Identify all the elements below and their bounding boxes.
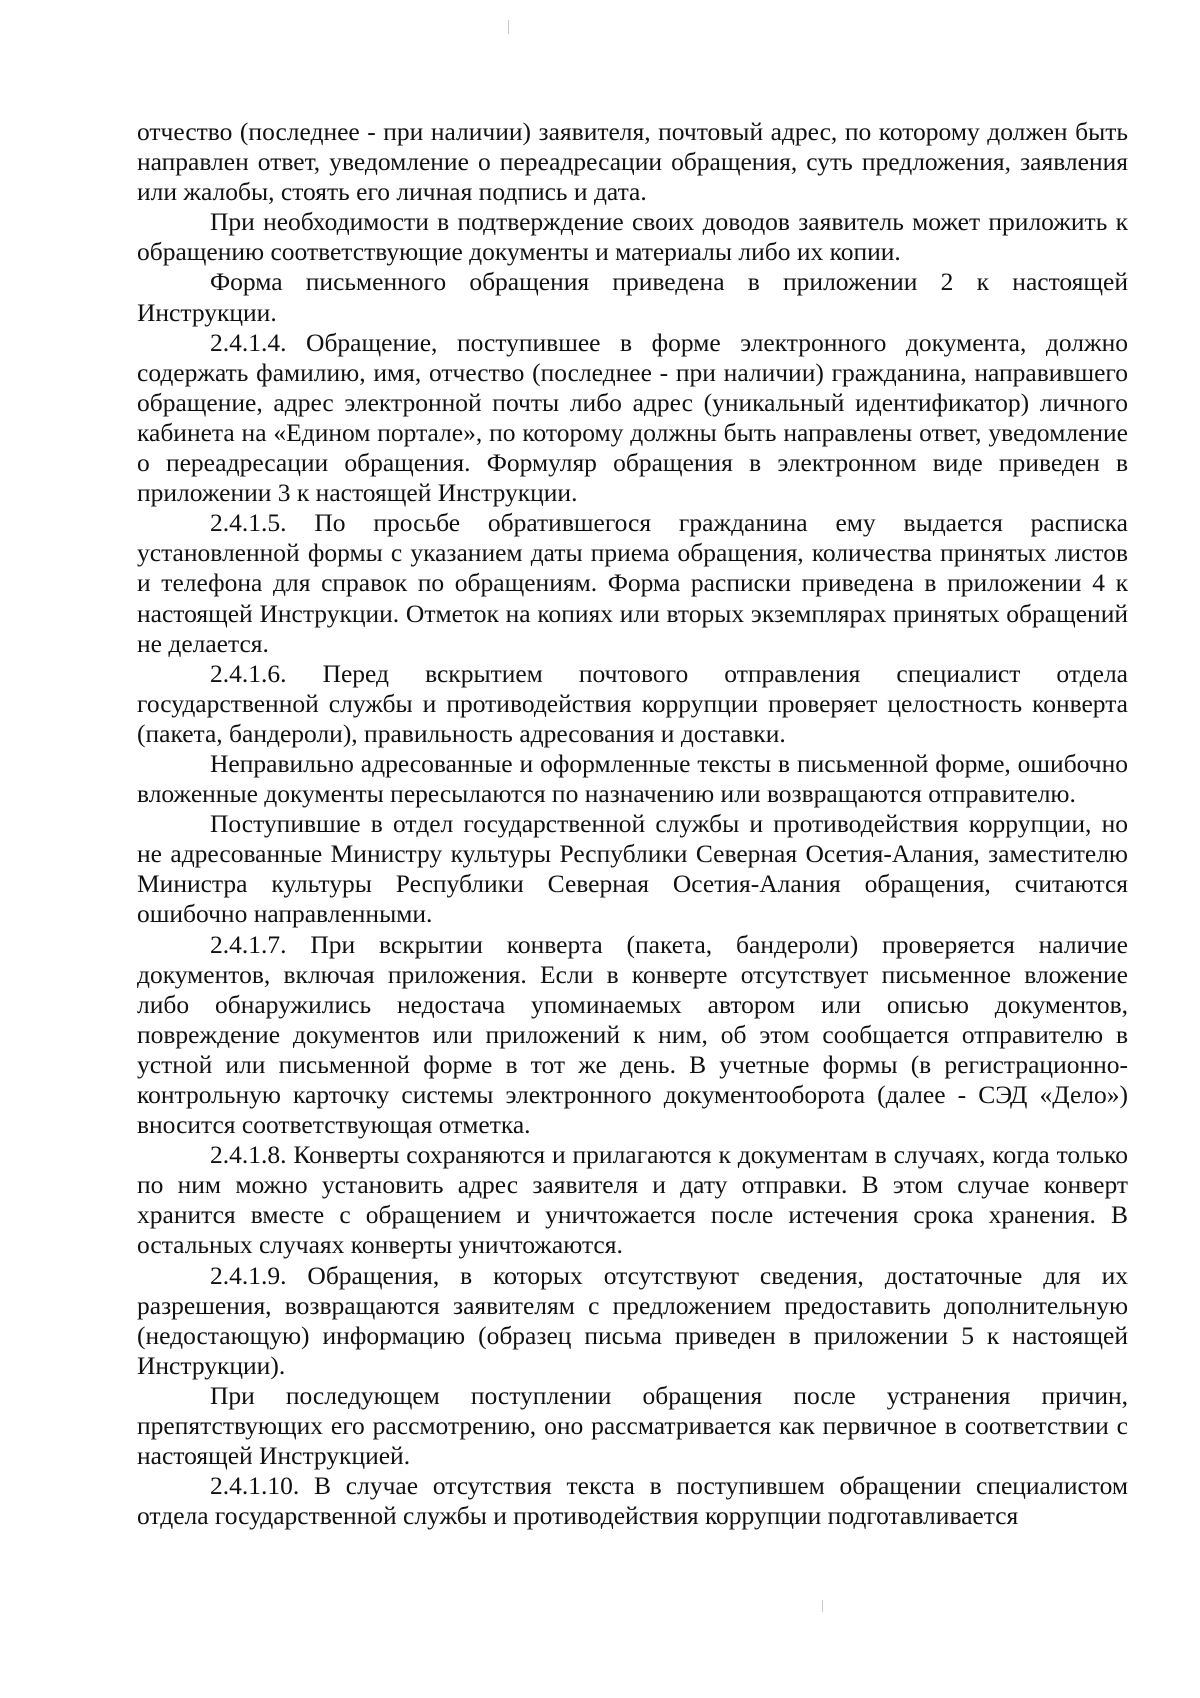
scan-artifact-bottom <box>822 1600 823 1612</box>
paragraph-erroneous: Поступившие в отдел государственной службы и противодействия коррупции, но не адресованные Министру культуры Республики Северная Осетия-Алания, заместителю Министра культуры Республики Северная Осетия-Алания обращения, считаются ошибочно направленными. <box>137 809 1128 929</box>
paragraph-2-4-1-4: 2.4.1.4. Обращение, поступившее в форме электронного документа, должно содержать фамилию, имя, отчество (последнее - при наличии) гражданина, направившего обращение, адрес электронной почты либо адрес (уникальный идентификатор) личного кабинета на «Едином портале», по которому должны быть направлены ответ, уведомление о переадресации обращения. Формуляр обращения в электронном виде приведен в приложении 3 к настоящей Инструкции. <box>137 327 1128 508</box>
scan-artifact-top <box>508 20 509 34</box>
paragraph-2-4-1-7: 2.4.1.7. При вскрытии конверта (пакета, бандероли) проверяется наличие документов, включая приложения. Если в конверте отсутствует письменное вложение либо обнаружились недостача упоминаемых автором или описью документов, повреждение документов или приложений к ним, об этом сообщается отправителю в устной или письменной форме в тот же день. В учетные формы (в регистрационно-контрольную карточку системы электронного документооборота (далее - СЭД «Дело») вносится соответствующая отметка. <box>137 929 1128 1140</box>
paragraph-2-4-1-8: 2.4.1.8. Конверты сохраняются и прилагаются к документам в случаях, когда только по ним можно установить адрес заявителя и дату отправки. В этом случае конверт хранится вместе с обращением и уничтожается после истечения срока хранения. В остальных случаях конверты уничтожаются. <box>137 1140 1128 1260</box>
paragraph-supporting-documents: При необходимости в подтверждение своих доводов заявитель может приложить к обращению соответствующие документы и материалы либо их копии. <box>137 207 1128 267</box>
paragraph-2-4-1-5: 2.4.1.5. По просьбе обратившегося гражданина ему выдается расписка установленной формы с указанием даты приема обращения, количества принятых листов и телефона для справок по обращениям. Форма расписки приведена в приложении 4 к настоящей Инструкции. Отметок на копиях или вторых экземплярах принятых обращений не делается. <box>137 508 1128 658</box>
paragraph-form-appendix-2: Форма письменного обращения приведена в приложении 2 к настоящей Инструкции. <box>137 267 1128 327</box>
paragraph-2-4-1-6: 2.4.1.6. Перед вскрытием почтового отправления специалист отдела государственной службы и противодействия коррупции проверяет целостность конверта (пакета, бандероли), правильность адресования и доставки. <box>137 658 1128 748</box>
paragraph-misaddressed: Неправильно адресованные и оформленные тексты в письменной форме, ошибочно вложенные документы пересылаются по назначению или возвращаются отправителю. <box>137 748 1128 809</box>
paragraph-2-4-1-10: 2.4.1.10. В случае отсутствия текста в поступившем обращении специалистом отдела государственной службы и противодействия коррупции подготавливается <box>137 1471 1128 1531</box>
document-page <box>137 117 1128 1531</box>
paragraph-2-4-1-9: 2.4.1.9. Обращения, в которых отсутствуют сведения, достаточные для их разрешения, возвращаются заявителям с предложением предоставить дополнительную (недостающую) информацию (образец письма приведен в приложении 5 к настоящей Инструкции). <box>137 1260 1128 1380</box>
paragraph-resubmission: При последующем поступлении обращения после устранения причин, препятствующих его рассмотрению, оно рассматривается как первичное в соответствии с настоящей Инструкцией. <box>137 1380 1128 1471</box>
paragraph-continuation: отчество (последнее - при наличии) заявителя, почтовый адрес, по которому должен быть направлен ответ, уведомление о переадресации обращения, суть предложения, заявления или жалобы, стоять его личная подпись и дата. <box>137 117 1128 207</box>
